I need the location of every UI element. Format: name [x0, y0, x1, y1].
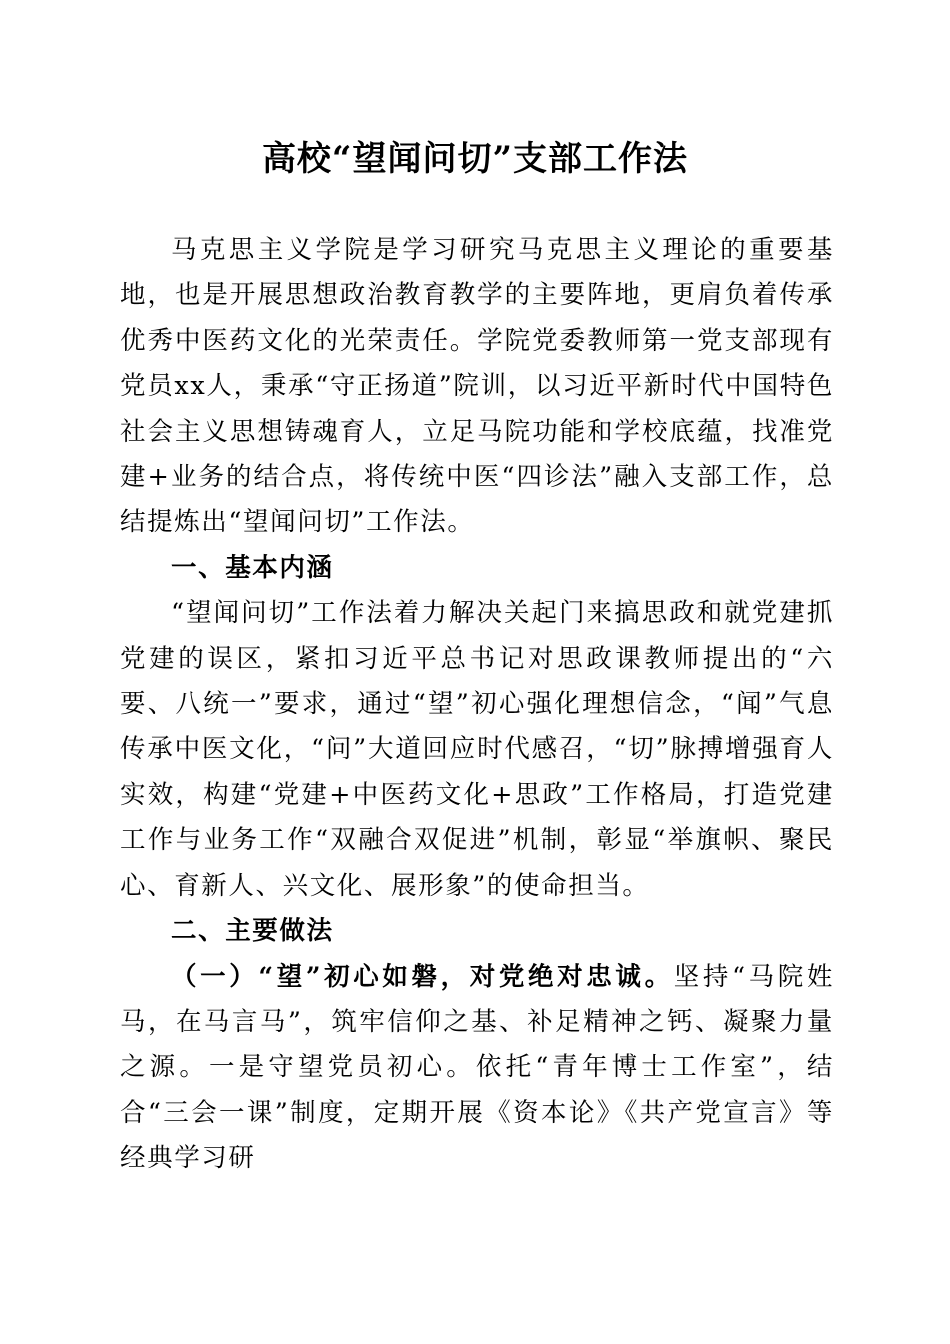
- section-paragraph-basic-connotation: “望闻问切”工作法着力解决关起门来搞思政和就党建抓党建的误区，紧扣习近平总书记对思政课教师提出的“六要、八统一”要求，通过“望”初心强化理想信念，“闻”气息传承中医文化，“问”大道回应时代感召，“切”脉搏增强育人实效，构建“党建+中医药文化+思政”工作格局，打造党建工作与业务工作“双融合双促进”机制，彰显“举旗帜、聚民心、育新人、兴文化、展形象”的使命担当。: [120, 598, 834, 901]
- section-heading-main-practices: 二、主要做法: [171, 916, 334, 947]
- subsection-text: 坚持“马院姓马，在马言马”，筑牢信仰之基、补足精神之钙、凝聚力量之源。一是守望党员初心。依托“青年博士工作室”，结合“三会一课”制度，定期开展《资本论》《共产党宣言》等经典学习研: [120, 961, 834, 1174]
- page-title: 高校“望闻问切”支部工作法: [261, 139, 689, 179]
- intro-paragraph: 马克思主义学院是学习研究马克思主义理论的重要基地，也是开展思想政治教育教学的主要阵地，更肩负着传承优秀中医药文化的光荣责任。学院党委教师第一党支部现有党员xx人，秉承“守正扬道”院训，以习近平新时代中国特色社会主义思想铸魂育人，立足马院功能和学校底蕴，找准党建+业务的结合点，将传统中医“四诊法”融入支部工作，总结提炼出“望闻问切”工作法。: [120, 235, 834, 538]
- document-body: [120, 228, 834, 1182]
- section-paragraph-main-practices: [120, 955, 834, 1182]
- subsection-lead: （一）“望”初心如磐，对党绝对忠诚。: [171, 961, 674, 992]
- section-heading-basic-connotation: 一、基本内涵: [171, 552, 334, 583]
